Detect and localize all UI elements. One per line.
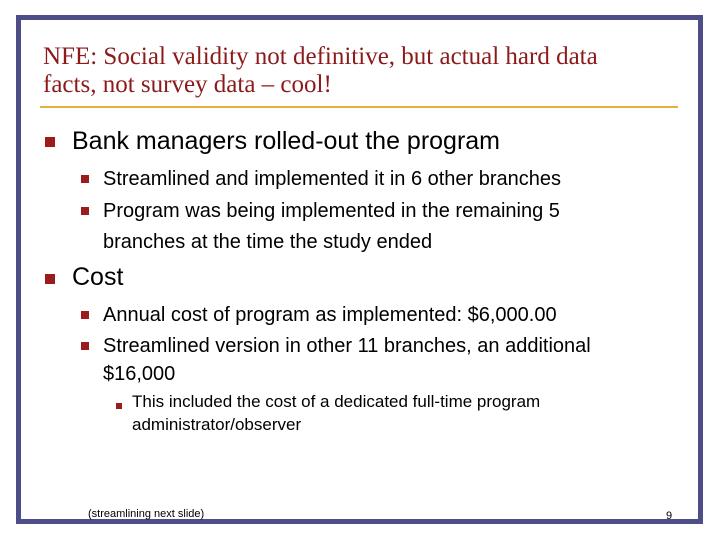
- page-number: 9: [666, 510, 673, 522]
- sub-bullet-square-icon: [81, 311, 89, 319]
- bullet-2-sub-2-sub-1-line-2: administrator/observer: [132, 415, 302, 434]
- bullet-square-icon: [45, 274, 55, 284]
- bullet-2-sub-2-line-2: $16,000: [103, 363, 176, 385]
- bullet-1-text: Bank managers rolled-out the program: [72, 127, 501, 155]
- title-divider: [40, 106, 678, 108]
- sub-bullet-square-icon: [81, 207, 89, 215]
- bullet-2-text: Cost: [72, 263, 124, 291]
- bullet-1-sub-2-line-2: branches at the time the study ended: [103, 231, 433, 253]
- bullet-1-sub-2-line-1: Program was being implemented in the remaining 5: [103, 200, 560, 222]
- title-line-1: NFE: Social validity not definitive, but actual hard data: [43, 43, 598, 70]
- bullet-1-sub-1: Streamlined and implemented it in 6 other branches: [103, 168, 562, 190]
- sub-bullet-square-icon: [81, 175, 89, 183]
- sub-sub-bullet-square-icon: [116, 403, 122, 409]
- title-line-2: facts, not survey data – cool!: [43, 71, 332, 98]
- bullet-2-sub-2-line-1: Streamlined version in other 11 branches, an additional: [103, 335, 591, 357]
- bullet-square-icon: [45, 137, 55, 147]
- bullet-2-sub-2-sub-1-line-1: This included the cost of a dedicated full-time program: [132, 392, 541, 411]
- footer-note: (streamlining next slide): [88, 508, 205, 520]
- sub-bullet-square-icon: [81, 342, 89, 350]
- slide-title: [43, 43, 683, 99]
- bullet-2-sub-1: Annual cost of program as implemented: $6,000.00: [103, 304, 557, 326]
